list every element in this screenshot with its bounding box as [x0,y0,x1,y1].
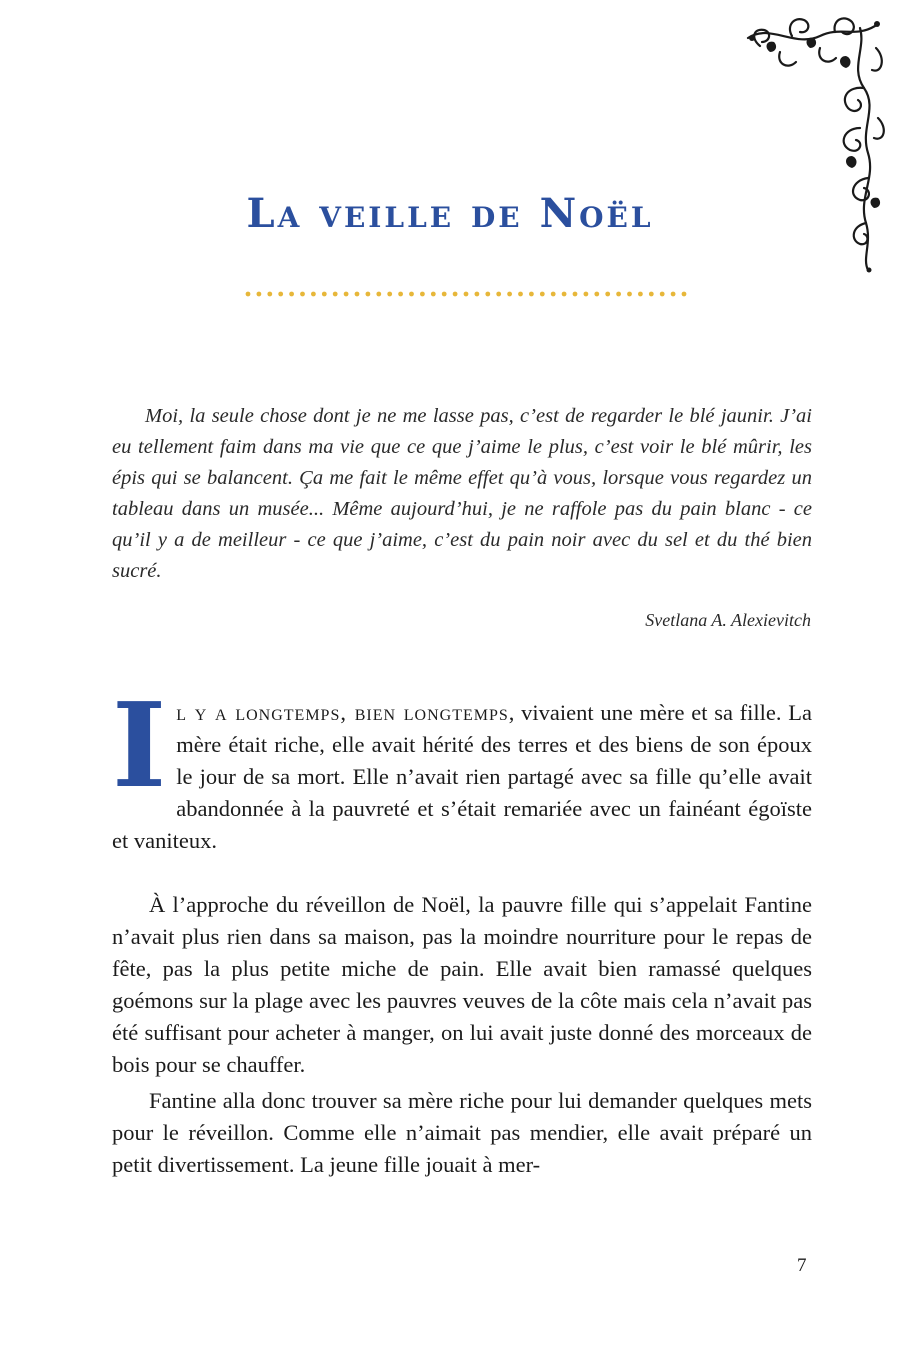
separator-dot [627,292,632,297]
separator-dot [289,292,294,297]
separator-dot [540,292,545,297]
separator-dot [638,292,643,297]
separator-dot [333,292,338,297]
separator-dot [431,292,436,297]
separator-dot [671,292,676,297]
separator-dot [246,292,251,297]
separator-dot [257,292,262,297]
epigraph-author: Svetlana A. Alexievitch [645,610,811,630]
separator-dot [616,292,621,297]
separator-dot [485,292,490,297]
story-paragraph-3: Fantine alla donc trouver sa mère riche pour lui demander quelques mets pour le réveillon. Comme elle n’aimait pas mendier, elle avait préparé un petit divertissement. La jeune fille jouait à mer- [112,1088,812,1177]
separator-dot [464,292,469,297]
chapter-title-rest: a veille de Noël [277,190,654,237]
chapter-title-first-letter: L [246,190,278,237]
separator-dot [562,292,567,297]
separator-dot [584,292,589,297]
separator-dot [267,292,272,297]
separator-dot [594,292,599,297]
separator-dot [507,292,512,297]
separator-dot [409,292,414,297]
separator-dot [355,292,360,297]
separator-dot [420,292,425,297]
separator-dot [453,292,458,297]
page-number: 7 [797,1255,807,1276]
epigraph-quote: Moi, la seule chose dont je ne me lasse pas, c’est de regarder le blé jaunir. J’ai eu tellement faim dans ma vie que ce que j’aime le plus, c’est voir le blé mûrir, les épis qui se balancent. Ça me fait le même effet qu’à vous, lorsque vous regardez un tableau dans un musée... Même aujourd’hui, je ne raffole pas du pain blanc - ce qu’il y a de meilleur - ce que j’aime, c’est du pain noir avec du sel et du thé bien sucré. [112,405,812,582]
separator-dot [366,292,371,297]
separator-dot [387,292,392,297]
story-paragraph-1-text: , vivaient une mère et sa fille. La mère était riche, elle avait hérité des terres et des biens de son époux le jour de sa mort. Elle n’avait rien partagé avec sa fille qu’elle avait abandonnée à la pauvreté et s’était remariée avec un fainéant égoïste et vaniteux. [112,700,812,853]
separator-dot [344,292,349,297]
separator-dot [278,292,283,297]
separator-dot [496,292,501,297]
separator-dot [529,292,534,297]
story-paragraph-1 [112,678,812,857]
separator-dot [573,292,578,297]
separator-dot [605,292,610,297]
separator-dot [518,292,523,297]
separator-dot [475,292,480,297]
separator-dot [649,292,654,297]
separator-dot [551,292,556,297]
drop-cap: I [112,678,167,814]
lead-in-small-caps: l y a longtemps, bien longtemps [176,700,509,725]
dotted-separator [243,288,688,300]
separator-dot [300,292,305,297]
separator-dot [376,292,381,297]
separator-dot [682,292,687,297]
chapter-title [0,190,900,237]
separator-dot [311,292,316,297]
separator-dot [398,292,403,297]
separator-dot [322,292,327,297]
story-paragraph-2: À l’approche du réveillon de Noël, la pauvre fille qui s’appelait Fantine n’avait plus rien dans sa maison, pas la moindre nourriture pour le repas de fête, pas la plus petite miche de pain. Elle avait bien ramassé quelques goémons sur la plage avec les pauvres veuves de la côte mais cela n’avait pas été suffisant pour acheter à manger, on lui avait juste donné des morceaux de bois pour se chauffer. [112,892,812,1077]
separator-dot [442,292,447,297]
separator-dot [660,292,665,297]
